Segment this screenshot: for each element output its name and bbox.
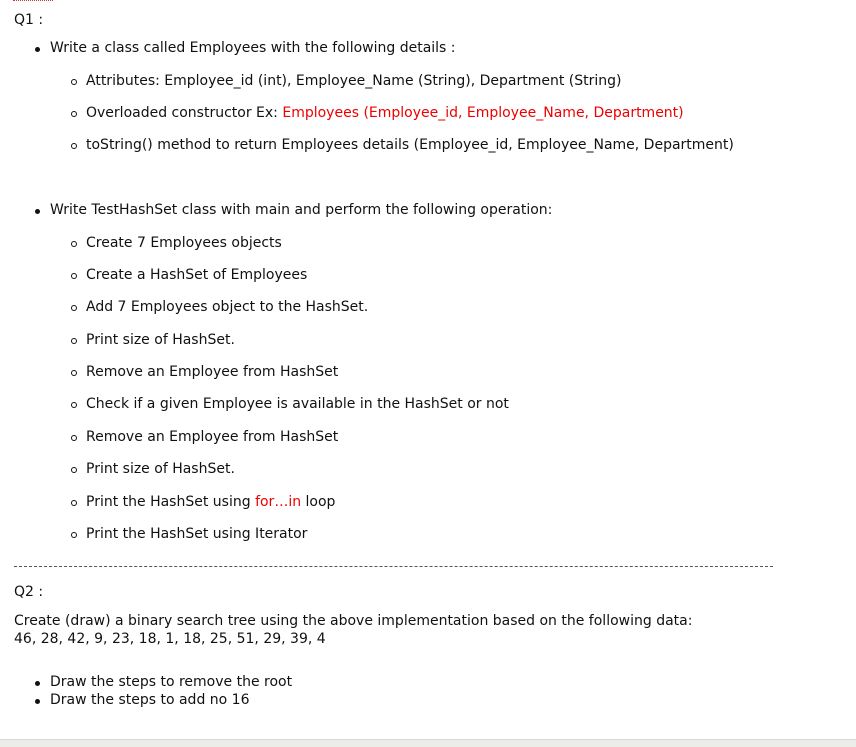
q2-description: Create (draw) a binary search tree using the above implementation based on the following data: [14,613,693,629]
bullet-circle-icon [71,435,77,441]
bullet-circle-icon [71,143,77,149]
q2-bullet-1 [50,674,292,690]
q1-s1-item-3 [86,137,734,153]
item-text: Add 7 Employees object to the HashSet. [86,299,369,315]
q1-section-2 [50,202,552,218]
q1-s1-item-2 [86,105,684,121]
bullet-circle-icon [71,111,77,117]
item-text: Check if a given Employee is available in the HashSet or not [86,396,509,412]
bullet-circle-icon [71,273,77,279]
q1-section-1 [50,40,456,56]
bullet-circle-icon [71,338,77,344]
item-text: Create 7 Employees objects [86,235,282,251]
bullet-circle-icon [71,305,77,311]
q1-s1-item-1 [86,73,622,89]
q1-s2-item-7 [86,429,338,445]
bullet-dot-icon [35,699,40,704]
q1-label: Q1 : [14,12,44,28]
q1-section-1-text: Write a class called Employees with the following details : [50,40,456,56]
q1-s2-item-8 [86,461,235,477]
bullet-circle-icon [71,370,77,376]
item-text: Print size of HashSet. [86,332,235,348]
q2-bullet-text: Draw the steps to remove the root [50,674,293,690]
bullet-circle-icon [71,402,77,408]
q2-data: 46, 28, 42, 9, 23, 18, 1, 18, 25, 51, 29, 39, 4 [14,631,326,647]
item-text-after: loop [301,494,336,510]
item-text: Remove an Employee from HashSet [86,364,339,380]
item-text: Create a HashSet of Employees [86,267,308,283]
q1-s2-item-4 [86,332,235,348]
bullet-circle-icon [71,79,77,85]
q1-section-2-text: Write TestHashSet class with main and perform the following operation: [50,202,553,218]
bullet-dot-icon [35,681,40,686]
q1-s2-item-6 [86,396,509,412]
bullet-dot-icon [35,209,40,214]
q1-s2-item-5 [86,364,338,380]
section-divider [14,566,773,567]
top-dotted-rule [13,0,53,1]
item-text: toString() method to return Employees details (Employee_id, Employee_Name, Department) [86,137,734,153]
constructor-signature: Employees (Employee_id, Employee_Name, Department) [282,105,684,121]
q1-s2-item-1 [86,235,282,251]
q1-s2-item-3 [86,299,368,315]
bullet-circle-icon [71,467,77,473]
q1-s2-item-2 [86,267,307,283]
q2-bullet-2 [50,692,249,708]
item-text: Overloaded constructor Ex: [86,105,283,121]
bullet-circle-icon [71,500,77,506]
bullet-dot-icon [35,47,40,52]
q2-bullet-text: Draw the steps to add no 16 [50,692,250,708]
q1-s2-item-9 [86,494,335,510]
item-text: Attributes: Employee_id (int), Employee_Name (String), Department (String) [86,73,622,89]
q1-s2-item-10 [86,526,307,542]
item-text: Remove an Employee from HashSet [86,429,339,445]
q2-label: Q2 : [14,584,44,600]
for-in-keyword: for…in [255,494,302,510]
item-text: Print size of HashSet. [86,461,235,477]
item-text: Print the HashSet using [86,494,256,510]
bullet-circle-icon [71,532,77,538]
bullet-circle-icon [71,241,77,247]
item-text: Print the HashSet using Iterator [86,526,308,542]
